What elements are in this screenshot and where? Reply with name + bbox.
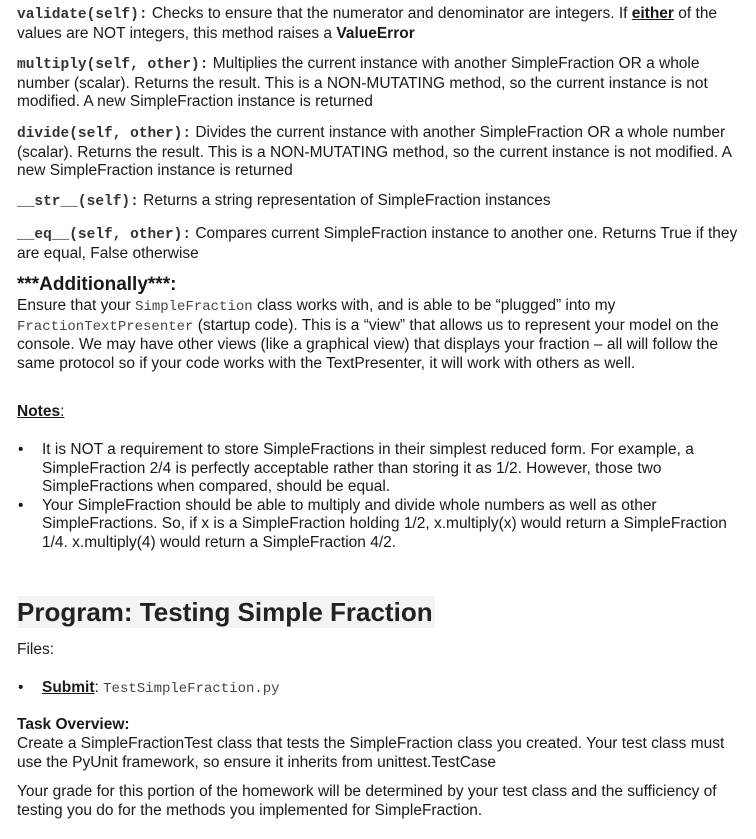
method-signature: __str__(self): bbox=[17, 194, 139, 210]
method-description: Returns a string representation of SimpleFraction instances bbox=[138, 192, 551, 209]
method-signature: multiply(self, other): bbox=[17, 57, 209, 73]
additionally-text: class works with, and is able to be “plugged” into my bbox=[252, 297, 616, 314]
presenter-name-code: FractionTextPresenter bbox=[17, 318, 194, 335]
notes-label bbox=[17, 403, 64, 422]
method-validate bbox=[17, 5, 739, 43]
method-multiply bbox=[17, 55, 739, 112]
method-eq bbox=[17, 225, 739, 263]
submit-label: Submit bbox=[42, 679, 95, 696]
additionally-text: Ensure that your bbox=[17, 297, 136, 314]
method-signature: divide(self, other): bbox=[17, 126, 192, 142]
list-item: • Your SimpleFraction should be able to multiply and divide whole numbers as well as other SimpleFractions. So, if x is a SimpleFraction holding 1/2, x.multiply(x) would return a SimpleFraction 1/4. x.multiply(4) would return a SimpleFraction 4/2. bbox=[17, 497, 739, 553]
method-str bbox=[17, 192, 739, 212]
submit-colon: : bbox=[94, 679, 104, 696]
notes-label-text: Notes bbox=[17, 403, 61, 420]
class-name-code: SimpleFraction bbox=[135, 299, 253, 315]
error-name: ValueError bbox=[336, 24, 415, 42]
program-heading: Program: Testing Simple Fraction bbox=[17, 597, 433, 627]
list-item: • It is NOT a requirement to store SimpleFractions in their simplest reduced form. For example, a SimpleFraction 2/4 is perfectly acceptable rather than storing it as 1/2. However, those two SimpleFractions when compared, should be equal. bbox=[17, 441, 739, 497]
additionally-text: (startup code). This is a “view” that allows us to represent your model on the console. We may have other views (like a graphical view) that displays your fraction – all will follow the same protocol so if your code works with the TextPresenter, it will work with others as well. bbox=[17, 316, 719, 372]
method-divide bbox=[17, 124, 739, 181]
method-description: Compares current SimpleFraction instance to another one. Returns True if they are equal, False otherwise bbox=[17, 225, 738, 262]
notes-colon: : bbox=[60, 403, 65, 420]
notes-list bbox=[17, 441, 739, 552]
task-overview-title: Task Overview: bbox=[17, 716, 130, 733]
method-description: Divides the current instance with another SimpleFraction OR a whole number (scalar). Returns the result. This is a NON-MUTATING method, so the current instance is not modified. A new SimpleFraction instance is returned bbox=[17, 124, 732, 179]
emphasis-text: either bbox=[631, 5, 674, 22]
submit-item bbox=[17, 679, 280, 699]
task-overview-text: Create a SimpleFractionTest class that tests the SimpleFraction class you created. Your test class must use the PyUnit framework, so ensure it inherits from unittest.TestCase bbox=[17, 735, 725, 771]
method-signature: __eq__(self, other): bbox=[17, 227, 192, 243]
grade-text: Your grade for this portion of the homework will be determined by your test class and the sufficiency of testing you do for the methods you implemented for SimpleFraction. bbox=[17, 783, 717, 819]
method-description-cont: of the values are NOT integers, this method raises a bbox=[17, 5, 718, 42]
method-description: Multiplies the current instance with another SimpleFraction OR a whole number (scalar). Returns the result. This is a NON-MUTATING method, so the current instance is not modified. A new SimpleFraction instance is returned bbox=[17, 55, 708, 110]
additionally-heading: ***Additionally***: bbox=[17, 274, 177, 295]
submit-filename: TestSimpleFraction.py bbox=[103, 681, 280, 697]
additionally-paragraph bbox=[17, 297, 739, 373]
files-label: Files: bbox=[17, 641, 55, 658]
method-description: Checks to ensure that the numerator and denominator are integers. If bbox=[147, 5, 632, 22]
method-signature: validate(self): bbox=[17, 7, 148, 23]
